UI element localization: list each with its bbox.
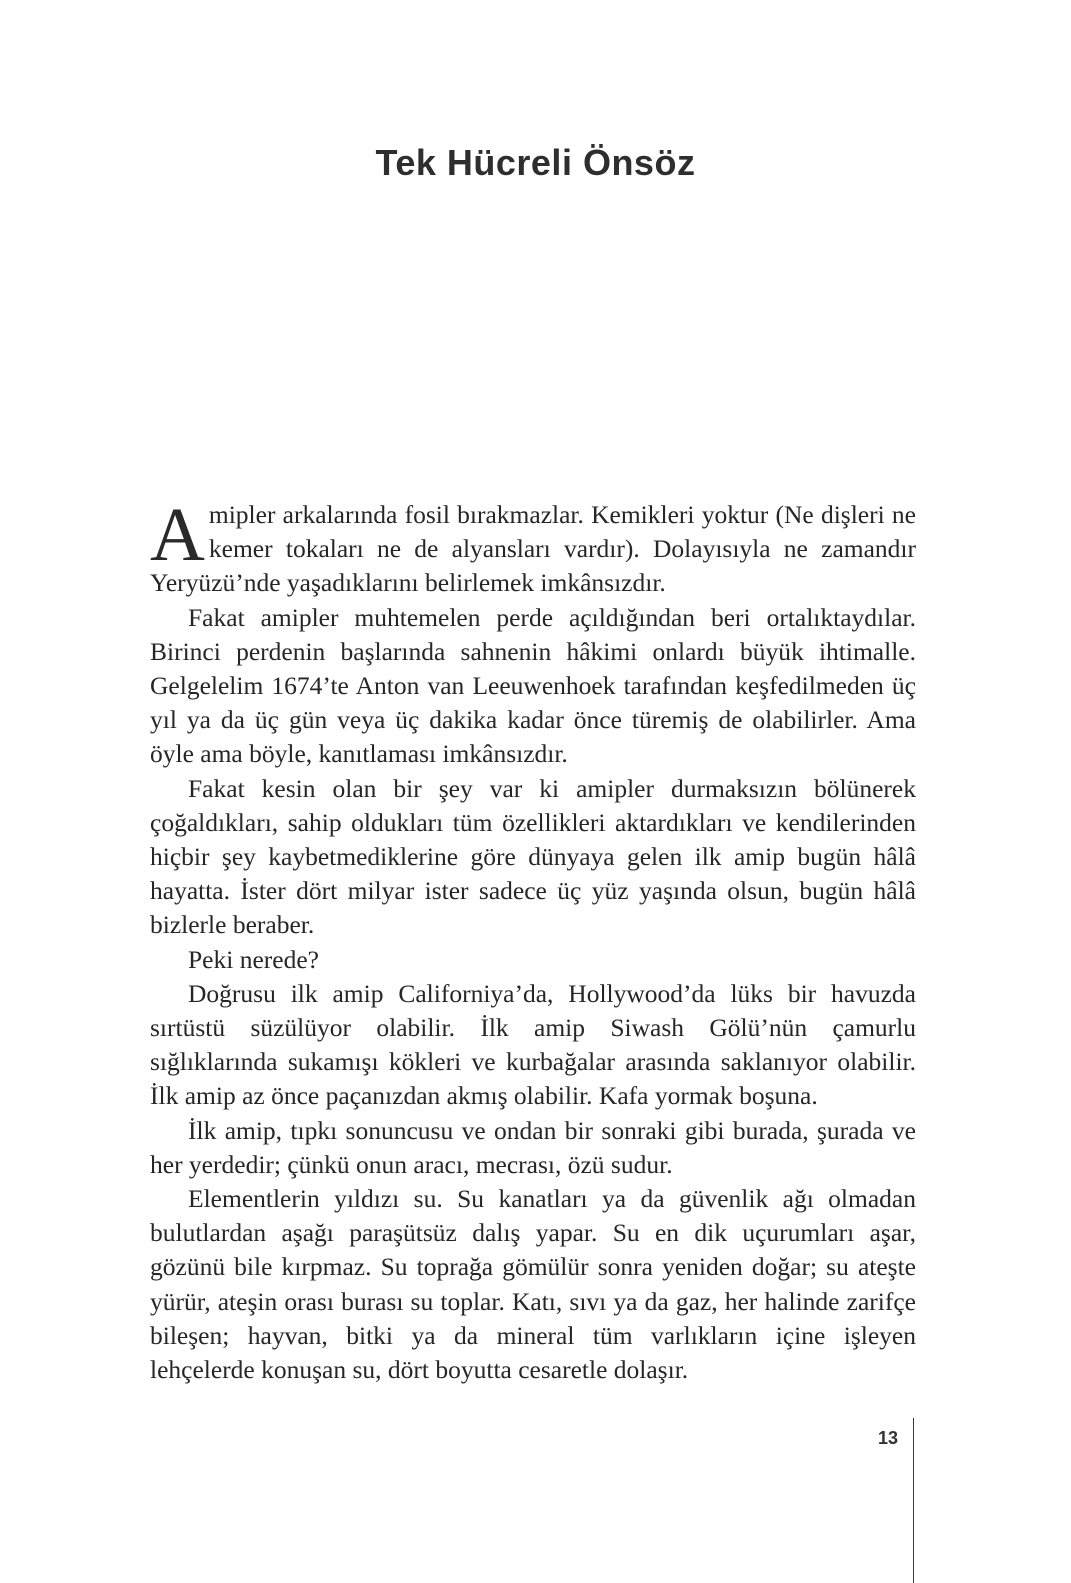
chapter-title: Tek Hücreli Önsöz — [375, 142, 696, 183]
margin-rule — [913, 1418, 914, 1583]
drop-cap: A — [150, 493, 205, 577]
chapter-body — [150, 493, 916, 1387]
paragraph-7: Elementlerin yıldızı su. Su kanatları ya da güvenlik ağı olmadan bulutlardan aşağı paraşütsüz dalış yapar. Su en dik uçurumları aşar, gözünü bile kırpmaz. Su toprağa gömülür sonra yeniden doğar; su ateşte yürür, ateşin orası burası su toplar. Katı, sıvı ya da gaz, her halinde zarifçe bileşen; hayvan, bitki ya da mineral tüm varlıkların içine işleyen lehçelerde konuşan su, dört boyutta cesaretle dolaşır. — [150, 1184, 916, 1385]
paragraph-5: Doğrusu ilk amip Californiya’da, Hollywood’da lüks bir havuzda sırtüstü süzülüyor olabilir. İlk amip Siwash Gölü’nün çamurlu sığlıklarında sukamışı kökleri ve kurbağalar arasında saklanıyor olabilir. İlk amip az önce paçanızdan akmış olabilir. Kafa yormak boşuna. — [150, 978, 916, 1111]
paragraph-1 — [150, 493, 916, 601]
paragraph-1-text: mipler arkalarında fosil bırakmazlar. Kemikleri yoktur (Ne dişleri ne kemer tokaları ne de alyansları vardır). Dolayısıyla ne zamandır Yeryüzü’nde yaşadıklarını belirlemek imkânsızdır. — [150, 500, 916, 598]
paragraph-4: Peki nerede? — [188, 944, 319, 974]
paragraph-6: İlk amip, tıpkı sonuncusu ve ondan bir sonraki gibi burada, şurada ve her yerdedir; çünkü onun aracı, mecrası, özü sudur. — [150, 1115, 916, 1179]
page-number: 13 — [877, 1428, 898, 1448]
paragraph-2: Fakat amipler muhtemelen perde açıldığından beri ortalıktaydılar. Birinci perdenin başlarında sahnenin hâkimi onlardı büyük ihtimalle. Gelgelelim 1674’te Anton van Leeuwenhoek tarafından keşfedilmeden üç yıl ya da üç gün veya üç dakika kadar önce türemiş de olabilirler. Ama öyle ama böyle, kanıtlaması imkânsızdır. — [150, 602, 916, 769]
paragraph-3: Fakat kesin olan bir şey var ki amipler durmaksızın bölünerek çoğaldıkları, sahip oldukları tüm özellikleri aktardıkları ve kendilerinden hiçbir şey kaybetmediklerine göre dünyaya gelen ilk amip bugün hâlâ hayatta. İster dört milyar ister sadece üç yüz yaşında olsun, bugün hâlâ bizlerle beraber. — [150, 773, 916, 940]
